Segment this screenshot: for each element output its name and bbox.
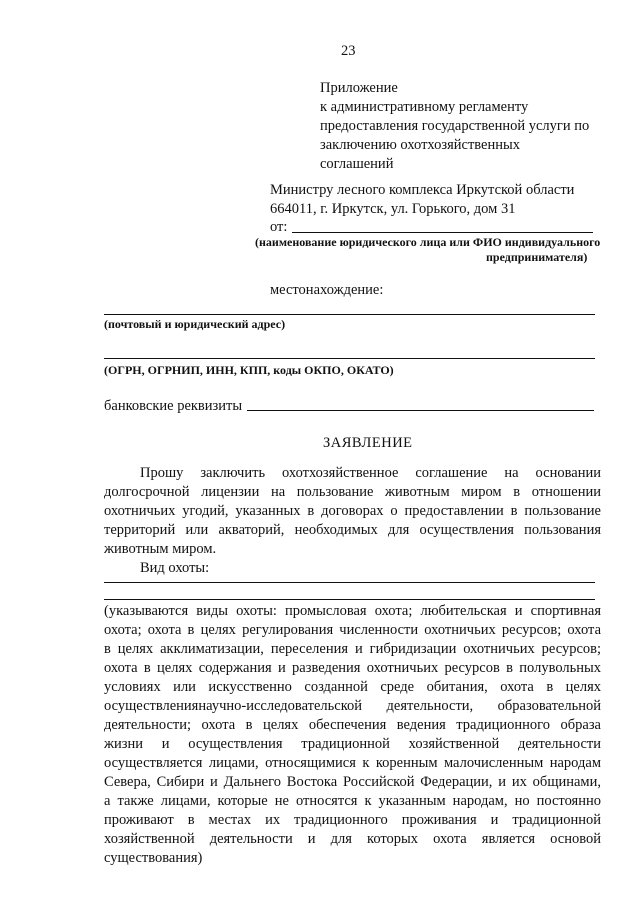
hunting-note-line: хозяйственной деятельности и для которых охота является основой	[104, 831, 601, 847]
appendix-block	[320, 79, 589, 174]
hunting-note-line: существования)	[104, 850, 203, 866]
location-label: местонахождение:	[270, 282, 384, 298]
hunting-note-line: условиях или искусственно созданной среде обитания, охота в целях	[104, 679, 601, 695]
from-note-line-1: (наименование юридического лица или ФИО индивидуального	[255, 235, 601, 249]
addressee-line-1: Министру лесного комплекса Иркутской области	[270, 182, 575, 198]
appendix-line: предоставления государственной услуги по	[320, 118, 590, 134]
address-field-line[interactable]	[104, 314, 595, 315]
body-line: Прошу заключить охотхозяйственное соглашение на основании	[140, 465, 601, 481]
codes-field-line[interactable]	[104, 358, 595, 359]
hunting-note-line: (указываются виды охоты: промысловая охота; любительская и спортивная	[104, 603, 601, 619]
from-note-line-2: предпринимателя)	[486, 250, 588, 264]
hunting-note-line: в целях акклиматизации, переселения и гибридизации охотничьих ресурсов;	[104, 641, 601, 657]
codes-note: (ОГРН, ОГРНИП, ИНН, КПП, коды ОКПО, ОКАТО)	[104, 363, 394, 377]
hunting-note-line: осуществлениянаучно-исследовательской деятельности, образовательной	[104, 698, 601, 714]
body-line: долгосрочной лицензии на пользование животным миром в отношении	[104, 484, 601, 500]
hunting-note-line: проживают в местах их традиционного проживания и традиционной	[104, 812, 601, 828]
page-number: 23	[341, 43, 356, 59]
hunting-note-line: а также лицами, которые не относятся к указанным народам, но постоянно	[104, 793, 601, 809]
hunting-note-line: охота в целях содержания и разведения охотничьих ресурсов в полувольных	[104, 660, 601, 676]
addressee-line-2: 664011, г. Иркутск, ул. Горького, дом 31	[270, 201, 516, 217]
document-title: ЗАЯВЛЕНИЕ	[323, 435, 413, 451]
appendix-line: соглашений	[320, 156, 394, 172]
bank-label: банковские реквизиты	[104, 398, 243, 414]
address-note: (почтовый и юридический адрес)	[104, 317, 286, 331]
appendix-line: Приложение	[320, 80, 398, 96]
hunting-note-line: осуществляется лицами, относящимися к коренным малочисленным народам	[104, 755, 601, 771]
from-field-line[interactable]	[292, 232, 593, 233]
hunting-label: Вид охоты:	[140, 560, 210, 576]
hunting-note-line: Севера, Сибири и Дальнего Востока Российской Федерации, и их общинами,	[104, 774, 601, 790]
hunting-field-line-1[interactable]	[104, 582, 595, 583]
hunting-field-line-2[interactable]	[104, 599, 595, 600]
hunting-note-line: жизни и осуществления традиционной хозяйственной деятельности	[104, 736, 601, 752]
body-line: животным миром.	[104, 541, 217, 557]
appendix-line: к административному регламенту	[320, 99, 529, 115]
hunting-note-line: деятельности; охота в целях обеспечения ведения традиционного образа	[104, 717, 601, 733]
hunting-note	[104, 602, 601, 868]
hunting-note-line: охота; охота в целях регулирования численности охотничьих ресурсов; охота	[104, 622, 601, 638]
bank-field-line[interactable]	[247, 410, 594, 411]
body-line: охотничьих угодий, указанных в договорах о предоставлении в пользование	[104, 503, 601, 519]
body-line: территорий или акваторий, необходимых для осуществления пользования	[104, 522, 601, 538]
appendix-line: заключению охотхозяйственных	[320, 137, 520, 153]
from-label: от:	[270, 219, 288, 235]
